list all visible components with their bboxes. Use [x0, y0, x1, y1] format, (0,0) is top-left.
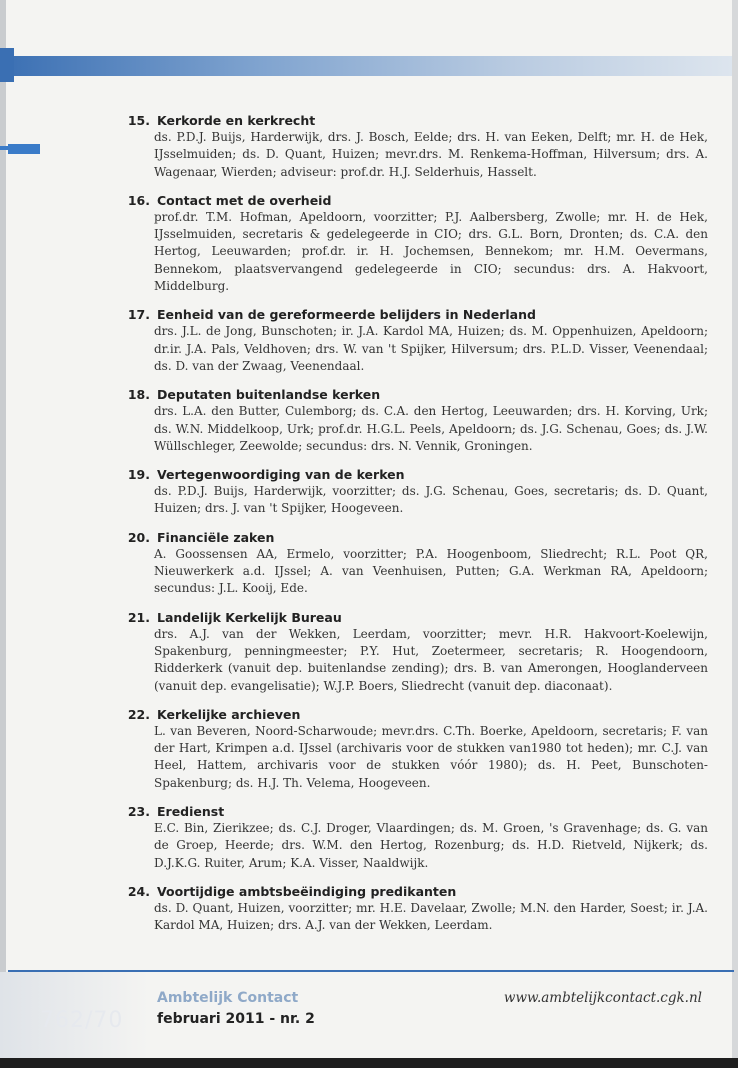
section-15 — [126, 112, 708, 181]
section-members: drs. L.A. den Butter, Culemborg; ds. C.A. den Hertog, Leeuwarden; drs. H. Korving, Urk; ds. W.N. Middelkoop, Urk; prof.dr. H.G.L. Peels, Apeldoorn; ds. J.G. Schenau, Goes; ds. J.W. Wüllschleger, Zeewolde; secundus: drs. N. Vennik, Groningen. — [154, 404, 708, 453]
section-number: 20. — [127, 529, 150, 545]
magazine-title: Ambtelijk Contact — [157, 990, 299, 1006]
section-22 — [126, 706, 708, 792]
section-number: 17. — [127, 307, 150, 323]
section-number: 21. — [127, 609, 150, 625]
website-link[interactable]: www.ambtelijkcontact.cgk.nl — [503, 990, 702, 1006]
issue-label: februari 2011 - nr. 2 — [157, 1011, 315, 1027]
section-number: 15. — [127, 113, 150, 128]
section-title: Deputaten buitenlandse kerken — [157, 387, 381, 403]
section-20 — [126, 529, 708, 598]
section-members: A. Goossensen AA, Ermelo, voorzitter; P.A. Hoogenboom, Sliedrecht; R.L. Poot QR, Nieuwerkerk a.d. IJssel; A. van Veenhuisen, Putten; G.A. Werkman RA, Apeldoorn; secundus: J.L. Kooij, Ede. — [154, 546, 708, 596]
section-heading — [126, 706, 708, 723]
section-19 — [126, 466, 708, 518]
section-heading — [126, 803, 708, 820]
section-heading — [126, 112, 708, 129]
section-heading — [126, 883, 708, 900]
section-title: Landelijk Kerkelijk Bureau — [157, 609, 342, 625]
section-21 — [126, 609, 708, 695]
section-members: prof.dr. T.M. Hofman, Apeldoorn, voorzitter; P.J. Aalbersberg, Zwolle; mr. H. de Hek, IJsselmuiden, secretaris & gedelegeerde in CIO; drs. G.L. Born, Dronten; ds. C.A. den Hertog, Leeuwarden; prof.dr. ir. H. Jochemsen, Bennekom; mr. H.M. Oevermans, Bennekom, plaatsvervangend gedelegeerde in CIO; secundus: drs. A. Hakvoort, Middelburg. — [154, 209, 708, 294]
committee-list — [126, 112, 708, 946]
section-heading — [126, 529, 708, 546]
page-edge-left — [0, 0, 6, 1068]
section-title: Kerkelijke archieven — [157, 706, 301, 722]
page-edge-right — [732, 0, 738, 1068]
page-number: 762/70 — [40, 1008, 124, 1033]
section-heading — [126, 386, 708, 403]
section-members: drs. A.J. van der Wekken, Leerdam, voorzitter; mevr. H.R. Hakvoort-Koelewijn, Spakenburg, penningmeester; P.Y. Hut, Zoetermeer, secretaris; R. Hoogendoorn, Ridderkerk (vanuit dep. buitenlandse zending); drs. B. van Amerongen, Hooglanderveen (vanuit dep. evangelisatie); W.J.P. Boers, Sliedrecht (vanuit dep. diaconaat). — [154, 626, 708, 693]
section-heading — [126, 192, 708, 209]
section-title: Vertegenwoordiging van de kerken — [157, 467, 405, 483]
section-17 — [126, 306, 708, 375]
section-title: Kerkorde en kerkrecht — [157, 113, 316, 128]
section-members: ds. P.D.J. Buijs, Harderwijk, voorzitter; ds. J.G. Schenau, Goes, secretaris; ds. D. Quant, Huizen; drs. J. van 't Spijker, Hoogeveen. — [154, 484, 708, 516]
section-number: 22. — [127, 706, 150, 722]
section-number: 18. — [127, 387, 150, 403]
section-members: L. van Beveren, Noord-Scharwoude; mevr.drs. C.Th. Boerke, Apeldoorn, secretaris; F. van der Hart, Krimpen a.d. IJssel (archivaris voor de stukken van1980 tot heden); mr. C.J. van Heel, Hattem, archivaris voor de stukken vóór 1980); ds. H. Peet, Bunschoten-Spakenburg; ds. H.J. Th. Velema, Hoogeveen. — [154, 723, 708, 790]
section-title: Eredienst — [157, 804, 225, 820]
section-title: Voortijdige ambtsbeëindiging predikanten — [157, 883, 457, 899]
section-title: Eenheid van de gereformeerde belijders in Nederland — [157, 307, 536, 323]
section-members: E.C. Bin, Zierikzee; ds. C.J. Droger, Vlaardingen; ds. M. Groen, 's Gravenhage; ds. G. van de Groep, Heerde; drs. W.M. den Hertog, Rozenburg; ds. H.D. Rietveld, Nijkerk; ds. D.J.K.G. Ruiter, Arum; K.A. Visser, Naaldwijk. — [154, 821, 708, 870]
section-title: Contact met de overheid — [157, 192, 332, 208]
section-members: ds. D. Quant, Huizen, voorzitter; mr. H.E. Davelaar, Zwolle; M.N. den Harder, Soest; ir. J.A. Kardol MA, Huizen; drs. A.J. van der Wekken, Leerdam. — [154, 900, 708, 933]
section-members: drs. J.L. de Jong, Bunschoten; ir. J.A. Kardol MA, Huizen; ds. M. Oppenhuizen, Apeldoorn; dr.ir. J.A. Pals, Veldhoven; drs. W. van 't Spijker, Hilversum; drs. P.L.D. Visser, Veenendaal; ds. D. van der Zwaag, Veenendaal. — [154, 324, 708, 373]
section-number: 16. — [127, 192, 150, 208]
section-number: 24. — [127, 883, 150, 899]
section-members: ds. P.D.J. Buijs, Harderwijk, drs. J. Bosch, Eelde; drs. H. van Eeken, Delft; mr. H. de Hek, IJsselmuiden; ds. D. Quant, Huizen; mevr.drs. M. Renkema-Hoffman, Hilversum; drs. A. Wagenaar, Wierden; adviseur: prof.dr. H.J. Selderhuis, Hasselt. — [154, 130, 708, 179]
section-heading — [126, 609, 708, 626]
section-23 — [126, 803, 708, 872]
section-heading — [126, 306, 708, 323]
header-color-band — [0, 56, 732, 76]
header-band-marker — [0, 48, 14, 82]
section-heading — [126, 466, 708, 483]
section-18 — [126, 386, 708, 455]
section-number: 23. — [127, 804, 150, 820]
section-number: 19. — [127, 467, 150, 483]
section-title: Financiële zaken — [157, 529, 275, 545]
page-bottom-edge — [0, 1058, 738, 1068]
section-16 — [126, 192, 708, 295]
section-24 — [126, 883, 708, 935]
side-tab-edge — [0, 146, 14, 150]
